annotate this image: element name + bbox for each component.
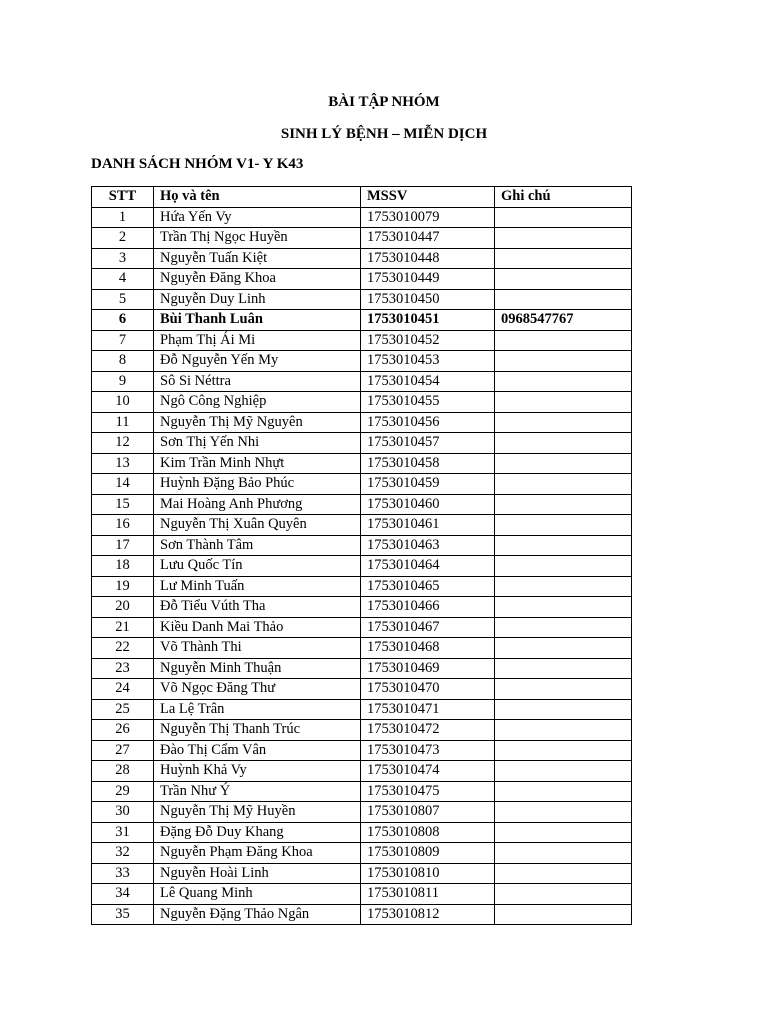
- cell-mssv: 1753010808: [361, 822, 495, 843]
- cell-note: [495, 371, 632, 392]
- cell-name: Đỗ Nguyễn Yến My: [154, 351, 361, 372]
- cell-stt: 7: [92, 330, 154, 351]
- cell-name: Trần Thị Ngọc Huyền: [154, 228, 361, 249]
- cell-name: Huỳnh Khả Vy: [154, 761, 361, 782]
- cell-mssv: 1753010459: [361, 474, 495, 495]
- cell-note: [495, 843, 632, 864]
- table-body: [92, 207, 632, 925]
- cell-mssv: 1753010471: [361, 699, 495, 720]
- cell-name: Nguyễn Thị Thanh Trúc: [154, 720, 361, 741]
- cell-note: [495, 863, 632, 884]
- table-row: [92, 638, 632, 659]
- cell-mssv: 1753010474: [361, 761, 495, 782]
- table-row: [92, 597, 632, 618]
- cell-stt: 33: [92, 863, 154, 884]
- table-row: [92, 535, 632, 556]
- cell-note: [495, 822, 632, 843]
- cell-note: [495, 412, 632, 433]
- table-row: [92, 904, 632, 925]
- document-title: BÀI TẬP NHÓM: [328, 94, 440, 110]
- header-note: Ghi chú: [495, 187, 632, 208]
- cell-name: Kim Trần Minh Nhựt: [154, 453, 361, 474]
- cell-stt: 12: [92, 433, 154, 454]
- cell-note: [495, 228, 632, 249]
- cell-mssv: 1753010470: [361, 679, 495, 700]
- cell-stt: 11: [92, 412, 154, 433]
- table-row: [92, 802, 632, 823]
- cell-mssv: 1753010465: [361, 576, 495, 597]
- cell-mssv: 1753010472: [361, 720, 495, 741]
- cell-name: Nguyễn Đặng Thảo Ngân: [154, 904, 361, 925]
- table-row: [92, 740, 632, 761]
- cell-name: Sô Si Néttra: [154, 371, 361, 392]
- cell-mssv: 1753010473: [361, 740, 495, 761]
- table-row: [92, 474, 632, 495]
- cell-note: [495, 330, 632, 351]
- cell-mssv: 1753010810: [361, 863, 495, 884]
- cell-note: [495, 802, 632, 823]
- cell-stt: 23: [92, 658, 154, 679]
- cell-name: Bùi Thanh Luân: [154, 310, 361, 331]
- cell-name: Nguyễn Thị Mỹ Huyền: [154, 802, 361, 823]
- cell-stt: 1: [92, 207, 154, 228]
- cell-stt: 35: [92, 904, 154, 925]
- cell-stt: 9: [92, 371, 154, 392]
- cell-mssv: 1753010452: [361, 330, 495, 351]
- table-row: [92, 310, 632, 331]
- table-row: [92, 371, 632, 392]
- table-row: [92, 761, 632, 782]
- cell-name: Trần Như Ý: [154, 781, 361, 802]
- cell-mssv: 1753010453: [361, 351, 495, 372]
- cell-note: [495, 679, 632, 700]
- cell-name: Kiều Danh Mai Thảo: [154, 617, 361, 638]
- table-row: [92, 884, 632, 905]
- cell-mssv: 1753010451: [361, 310, 495, 331]
- cell-name: Phạm Thị Ái Mi: [154, 330, 361, 351]
- table-row: [92, 330, 632, 351]
- cell-note: [495, 474, 632, 495]
- cell-mssv: 1753010461: [361, 515, 495, 536]
- cell-stt: 18: [92, 556, 154, 577]
- cell-stt: 25: [92, 699, 154, 720]
- cell-note: [495, 248, 632, 269]
- cell-stt: 4: [92, 269, 154, 290]
- table-row: [92, 679, 632, 700]
- cell-note: [495, 351, 632, 372]
- table-row: [92, 658, 632, 679]
- table-row: [92, 822, 632, 843]
- cell-mssv: 1753010469: [361, 658, 495, 679]
- table-row: [92, 617, 632, 638]
- table-row: [92, 289, 632, 310]
- cell-mssv: 1753010450: [361, 289, 495, 310]
- cell-mssv: 1753010079: [361, 207, 495, 228]
- table-row: [92, 207, 632, 228]
- cell-mssv: 1753010457: [361, 433, 495, 454]
- cell-note: [495, 617, 632, 638]
- cell-note: [495, 658, 632, 679]
- cell-note: [495, 781, 632, 802]
- cell-mssv: 1753010447: [361, 228, 495, 249]
- cell-mssv: 1753010464: [361, 556, 495, 577]
- cell-name: Đỗ Tiểu Vúth Tha: [154, 597, 361, 618]
- table-row: [92, 843, 632, 864]
- table-row: [92, 556, 632, 577]
- cell-name: Đào Thị Cẩm Vân: [154, 740, 361, 761]
- cell-stt: 14: [92, 474, 154, 495]
- cell-stt: 24: [92, 679, 154, 700]
- cell-stt: 2: [92, 228, 154, 249]
- cell-stt: 20: [92, 597, 154, 618]
- cell-mssv: 1753010807: [361, 802, 495, 823]
- table-row: [92, 453, 632, 474]
- table-row: [92, 863, 632, 884]
- cell-note: [495, 515, 632, 536]
- header-stt: STT: [92, 187, 154, 208]
- cell-mssv: 1753010448: [361, 248, 495, 269]
- cell-stt: 10: [92, 392, 154, 413]
- cell-mssv: 1753010460: [361, 494, 495, 515]
- cell-name: Sơn Thị Yến Nhi: [154, 433, 361, 454]
- table-row: [92, 576, 632, 597]
- cell-stt: 28: [92, 761, 154, 782]
- cell-stt: 19: [92, 576, 154, 597]
- table-row: [92, 412, 632, 433]
- cell-stt: 6: [92, 310, 154, 331]
- table-row: [92, 269, 632, 290]
- cell-name: Lư Minh Tuấn: [154, 576, 361, 597]
- cell-note: [495, 535, 632, 556]
- cell-note: [495, 638, 632, 659]
- cell-name: Nguyễn Đăng Khoa: [154, 269, 361, 290]
- cell-note: [495, 207, 632, 228]
- cell-note: [495, 597, 632, 618]
- cell-mssv: 1753010811: [361, 884, 495, 905]
- cell-mssv: 1753010812: [361, 904, 495, 925]
- cell-note: [495, 576, 632, 597]
- cell-stt: 29: [92, 781, 154, 802]
- cell-note: [495, 269, 632, 290]
- group-list-heading: DANH SÁCH NHÓM V1- Y K43: [91, 156, 304, 172]
- cell-stt: 32: [92, 843, 154, 864]
- cell-note: [495, 494, 632, 515]
- header-name: Họ và tên: [154, 187, 361, 208]
- cell-name: Nguyễn Tuấn Kiệt: [154, 248, 361, 269]
- cell-mssv: 1753010454: [361, 371, 495, 392]
- document-subtitle: SINH LÝ BỆNH – MIỄN DỊCH: [280, 126, 488, 142]
- cell-note: [495, 699, 632, 720]
- cell-mssv: 1753010475: [361, 781, 495, 802]
- table-row: [92, 433, 632, 454]
- cell-name: Nguyễn Duy Linh: [154, 289, 361, 310]
- table-row: [92, 699, 632, 720]
- cell-name: Huỳnh Đặng Bảo Phúc: [154, 474, 361, 495]
- cell-mssv: 1753010458: [361, 453, 495, 474]
- cell-stt: 17: [92, 535, 154, 556]
- cell-mssv: 1753010455: [361, 392, 495, 413]
- group-member-table: [91, 186, 632, 925]
- cell-note: [495, 453, 632, 474]
- cell-name: Nguyễn Hoài Linh: [154, 863, 361, 884]
- cell-note: 0968547767: [495, 310, 632, 331]
- cell-name: Nguyễn Minh Thuận: [154, 658, 361, 679]
- cell-stt: 34: [92, 884, 154, 905]
- table-row: [92, 781, 632, 802]
- table-row: [92, 494, 632, 515]
- cell-stt: 3: [92, 248, 154, 269]
- header-mssv: MSSV: [361, 187, 495, 208]
- cell-mssv: 1753010468: [361, 638, 495, 659]
- cell-stt: 13: [92, 453, 154, 474]
- cell-name: Đặng Đỗ Duy Khang: [154, 822, 361, 843]
- cell-note: [495, 740, 632, 761]
- table-row: [92, 248, 632, 269]
- cell-note: [495, 289, 632, 310]
- cell-name: Sơn Thành Tâm: [154, 535, 361, 556]
- cell-mssv: 1753010467: [361, 617, 495, 638]
- cell-stt: 27: [92, 740, 154, 761]
- table-row: [92, 392, 632, 413]
- cell-mssv: 1753010466: [361, 597, 495, 618]
- cell-note: [495, 904, 632, 925]
- cell-name: La Lệ Trân: [154, 699, 361, 720]
- cell-note: [495, 761, 632, 782]
- cell-name: Nguyễn Thị Mỹ Nguyên: [154, 412, 361, 433]
- cell-name: Lê Quang Minh: [154, 884, 361, 905]
- cell-note: [495, 433, 632, 454]
- cell-mssv: 1753010463: [361, 535, 495, 556]
- cell-name: Nguyễn Thị Xuân Quyên: [154, 515, 361, 536]
- cell-name: Hứa Yến Vy: [154, 207, 361, 228]
- table-row: [92, 515, 632, 536]
- cell-stt: 30: [92, 802, 154, 823]
- cell-stt: 5: [92, 289, 154, 310]
- cell-stt: 26: [92, 720, 154, 741]
- cell-stt: 8: [92, 351, 154, 372]
- cell-stt: 15: [92, 494, 154, 515]
- cell-note: [495, 884, 632, 905]
- cell-mssv: 1753010809: [361, 843, 495, 864]
- table-row: [92, 351, 632, 372]
- cell-mssv: 1753010456: [361, 412, 495, 433]
- cell-name: Ngô Công Nghiệp: [154, 392, 361, 413]
- table-row: [92, 720, 632, 741]
- cell-stt: 16: [92, 515, 154, 536]
- cell-name: Nguyễn Phạm Đăng Khoa: [154, 843, 361, 864]
- cell-name: Mai Hoàng Anh Phương: [154, 494, 361, 515]
- cell-name: Võ Thành Thi: [154, 638, 361, 659]
- cell-stt: 21: [92, 617, 154, 638]
- cell-stt: 22: [92, 638, 154, 659]
- cell-note: [495, 720, 632, 741]
- cell-stt: 31: [92, 822, 154, 843]
- cell-mssv: 1753010449: [361, 269, 495, 290]
- cell-note: [495, 556, 632, 577]
- table-row: [92, 228, 632, 249]
- cell-name: Võ Ngọc Đăng Thư: [154, 679, 361, 700]
- table-header-row: [92, 187, 632, 208]
- cell-note: [495, 392, 632, 413]
- cell-name: Lưu Quốc Tín: [154, 556, 361, 577]
